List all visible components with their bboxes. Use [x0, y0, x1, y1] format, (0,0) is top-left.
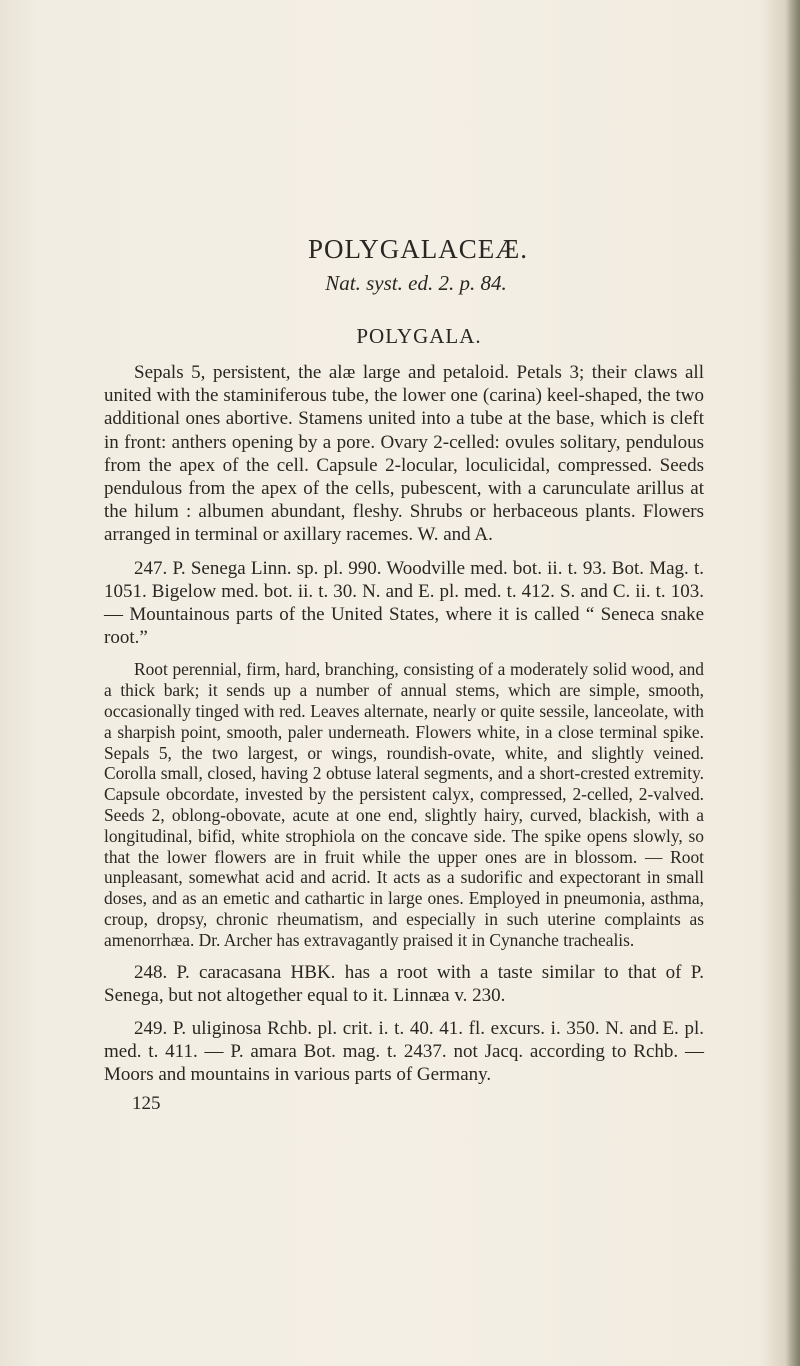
- family-reference: Nat. syst. ed. 2. p. 84.: [325, 271, 507, 295]
- species-249-entry: 249. P. uliginosa Rchb. pl. crit. i. t. 40. 41. fl. excurs. i. 350. N. and E. pl. med. t. 411. — P. amara Bot. mag. t. 2437. not Jacq. according to Rchb. — Moors and mountains in various parts of Germany.: [104, 1018, 704, 1086]
- species-248-entry: 248. P. caracasana HBK. has a root with a taste similar to that of P. Senega, but not altogether equal to it. Linnæa v. 230.: [104, 961, 704, 1006]
- page-number: 125: [132, 1092, 161, 1114]
- species-247-description: Root perennial, firm, hard, branching, consisting of a moderately solid wood, and a thick bark; it sends up a number of annual stems, which are simple, smooth, occasionally tinged with red. Leaves alternate, nearly or quite sessile, lanceolate, with a sharpish point, smooth, paler underneath. Flowers white, in a close terminal spike. Sepals 5, the two largest, or wings, roundish-ovate, white, and slightly veined. Corolla small, closed, having 2 obtuse lateral segments, and a short-crested extremity. Capsule obcordate, invested by the persistent calyx, compressed, 2-celled, 2-valved. Seeds 2, oblong-obovate, acute at one end, slightly hairy, curved, blackish, with a longitudinal, bifid, white strophiola on the concave side. The spike opens slowly, so that the lower flowers are in fruit while the upper ones are in blossom. — Root unpleasant, somewhat acid and acrid. It acts as a sudorific and expectorant in small doses, and as an emetic and cathartic in large ones. Employed in pneumonia, asthma, croup, dropsy, chronic rheumatism, and especially in such uterine complaints as amenorrhæa. Dr. Archer has extravagantly praised it in Cynanche trachealis.: [104, 659, 704, 950]
- genus-title: POLYGALA.: [356, 324, 482, 348]
- page-edge-shadow: [786, 0, 800, 1366]
- page-content: [104, 234, 704, 1115]
- genus-description: Sepals 5, persistent, the alæ large and petaloid. Petals 3; their claws all united with the staminiferous tube, the lower one (carina) keel-shaped, the two additional ones abortive. Stamens united into a tube at the base, which is cleft in front: anthers opening by a pore. Ovary 2-celled: ovules solitary, pendulous from the apex of the cell. Capsule 2-locular, loculicidal, compressed. Seeds pendulous from the apex of the cells, pubescent, with a carunculate arillus at the hilum : albumen abundant, fleshy. Shrubs or herbaceous plants. Flowers arranged in terminal or axillary racemes. W. and A.: [104, 362, 704, 546]
- species-247-entry: 247. P. Senega Linn. sp. pl. 990. Woodville med. bot. ii. t. 93. Bot. Mag. t. 1051. Bigelow med. bot. ii. t. 30. N. and E. pl. med. t. 412. S. and C. ii. t. 103. — Mountainous parts of the United States, where it is called “ Seneca snake root.”: [104, 557, 704, 649]
- family-title: POLYGALACEÆ.: [307, 234, 529, 264]
